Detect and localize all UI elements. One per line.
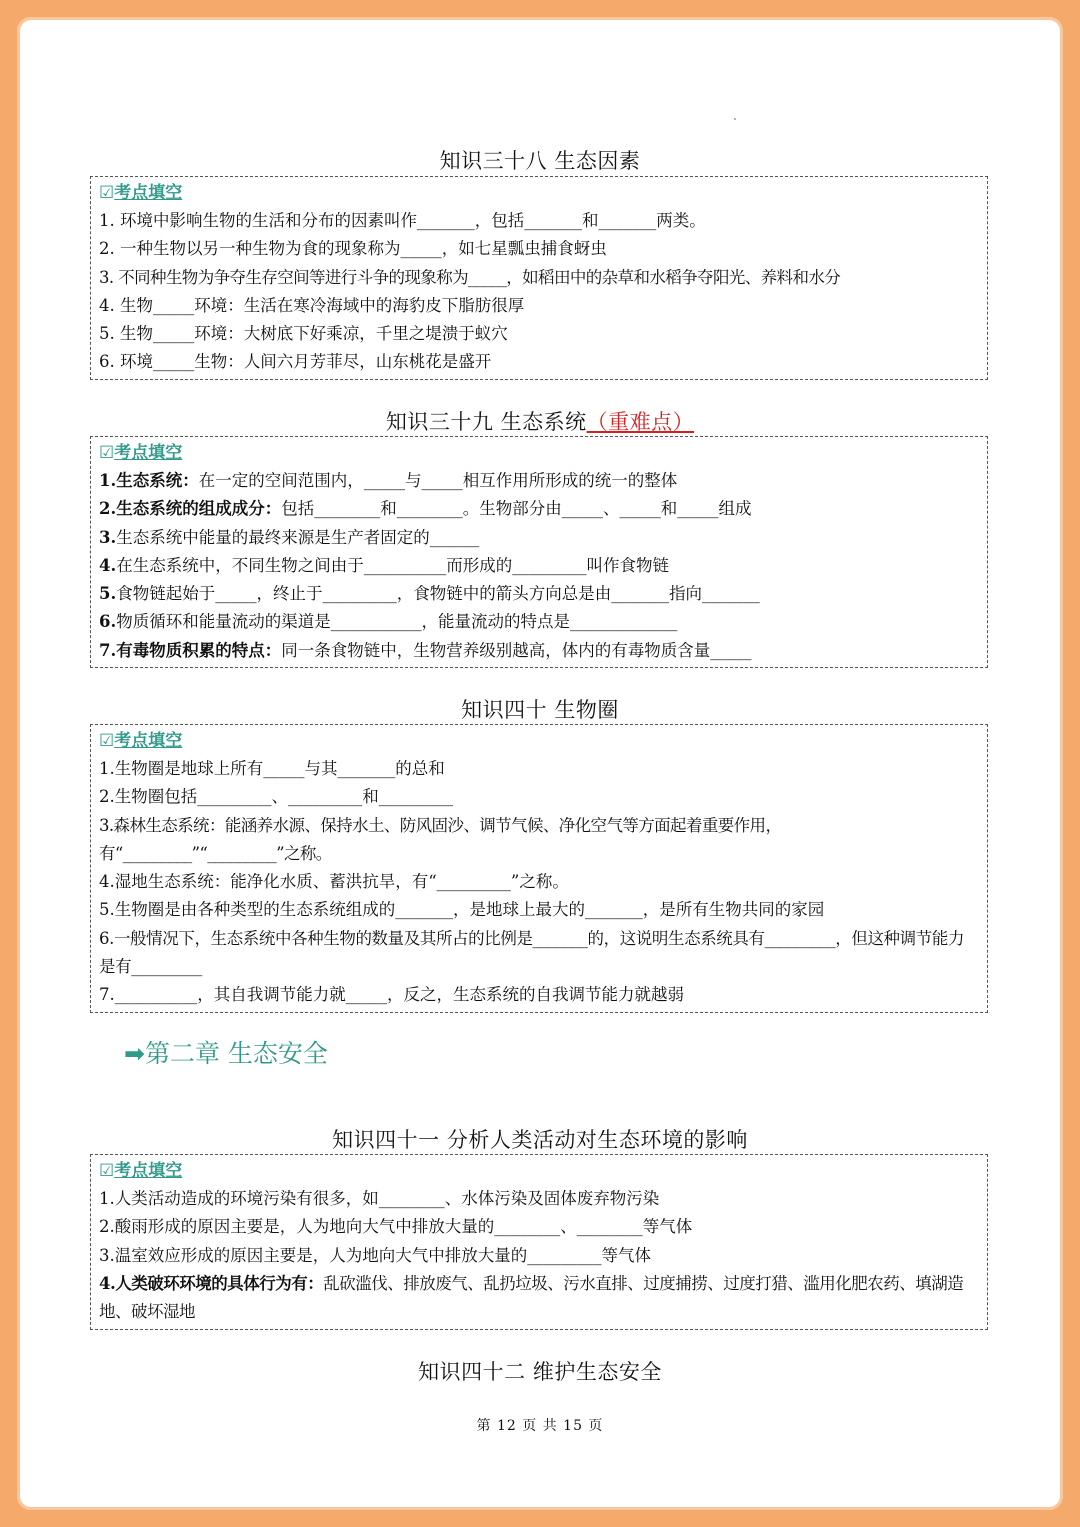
question-line: 2.生物圈包括_________、_________和_________ — [99, 787, 453, 807]
checkbox-icon: ☑ — [99, 443, 115, 463]
checkbox-icon: ☑ — [99, 731, 115, 751]
section-41-box — [90, 1154, 988, 1330]
checkbox-icon: ☑ — [99, 1161, 115, 1181]
section-38-title — [17, 148, 1063, 174]
question-line: 3.生态系统中能量的最终来源是生产者固定的______ — [99, 527, 480, 547]
question-line: 2.生态系统的组成成分：包括________和________。生物部分由_____、_____和_____组成 — [99, 499, 752, 519]
section-42-title — [17, 1359, 1063, 1385]
fill-blank-header-text: 考点填空 — [114, 1161, 183, 1181]
fill-blank-header — [99, 439, 979, 467]
fill-blank-header — [99, 1157, 979, 1185]
question-line: 1.生物圈是地球上所有_____与其_______的总和 — [99, 759, 445, 778]
question-line: 2. 一种生物以另一种生物为食的现象称为_____，如七星瓢虫捕食蚜虫 — [99, 239, 607, 259]
question-line: 7.有毒物质积累的特点：同一条食物链中，生物营养级别越高，体内的有毒物质含量_____ — [99, 640, 752, 660]
section-41-title-text: 知识四十一 分析人类活动对生态环境的影响 — [332, 1128, 748, 1152]
page — [17, 17, 1063, 1510]
fill-blank-header — [99, 727, 979, 755]
section-40-title — [17, 697, 1063, 723]
question-line: 6.一般情况下，生态系统中各种生物的数量及其所占的比例是_______的，这说明生态系统具有_________，但这种调节能力是有_________ — [99, 928, 965, 977]
section-42-title-text: 知识四十二 维护生态安全 — [418, 1360, 662, 1384]
fill-blank-header — [99, 179, 979, 207]
section-39-title — [17, 409, 1063, 435]
section-40-title-text: 知识四十 生物圈 — [461, 698, 619, 722]
question-line: 4.人类破环环境的具体行为有：乱砍滥伐、排放废气、乱扔垃圾、污水直排、过度捕捞、过度打猎、滥用化肥农药、填湖造地、破坏湿地 — [99, 1273, 964, 1322]
question-line: 1.人类活动造成的环境污染有很多，如________、水体污染及固体废弃物污染 — [99, 1189, 660, 1208]
section-39-title-text: 知识三十九 生态系统 — [385, 410, 587, 434]
question-line: 5.生物圈是由各种类型的生态系统组成的_______，是地球上最大的_______，是所有生物共同的家园 — [99, 900, 825, 920]
question-line: 6.物质循环和能量流动的渠道是___________，能量流动的特点是_____________ — [99, 612, 678, 632]
chapter-title: 第二章 生态安全 — [144, 1039, 328, 1068]
arrow-right-icon: ➡ — [124, 1039, 145, 1068]
question-line: 3.森林生态系统：能涵养水源、保持水土、防风固沙、调节气候、净化空气等方面起着重要作用，有“_________”“_________”之称。 — [99, 815, 782, 863]
question-line: 3. 不同种生物为争夺生存空间等进行斗争的现象称为_____，如稻田中的杂草和水稻争夺阳光、养料和水分 — [99, 267, 841, 287]
fill-blank-header-text: 考点填空 — [114, 183, 183, 203]
question-line: 5.食物链起始于_____，终止于_________，食物链中的箭头方向总是由_______指向_______ — [99, 584, 760, 604]
section-41-title — [17, 1127, 1063, 1153]
question-line: 1.生态系统：在一定的空间范围内，_____与_____相互作用所形成的统一的整体 — [99, 471, 678, 490]
section-38-box — [90, 176, 988, 380]
page-number-footer: 第 12 页 共 15 页 — [476, 1418, 604, 1434]
fill-blank-header-text: 考点填空 — [114, 731, 183, 751]
question-line: 4. 生物_____环境：生活在寒冷海域中的海豹皮下脂肪很厚 — [99, 295, 525, 315]
section-39-box — [90, 436, 988, 668]
question-line: 4.湿地生态系统：能净化水质、蓄洪抗旱，有“_________”之称。 — [99, 872, 569, 892]
question-line: 1. 环境中影响生物的生活和分布的因素叫作_______，包括_______和_______两类。 — [99, 211, 706, 230]
question-line: 4.在生态系统中，不同生物之间由于__________而形成的_________叫作食物链 — [99, 555, 669, 575]
fill-blank-header-text: 考点填空 — [114, 443, 183, 463]
question-line: 6. 环境_____生物：人间六月芳菲尽，山东桃花是盛开 — [99, 352, 492, 372]
question-line: 5. 生物_____环境：大树底下好乘凉，千里之堤溃于蚁穴 — [99, 324, 508, 344]
section-40-box — [90, 724, 988, 1013]
chapter-heading — [124, 1039, 328, 1069]
question-line: 3.温室效应形成的原因主要是，人为地向大气中排放大量的_________等气体 — [99, 1245, 651, 1265]
key-point-highlight: （重难点） — [586, 410, 695, 434]
question-line: 2.酸雨形成的原因主要是，人为地向大气中排放大量的________、________等气体 — [99, 1217, 693, 1237]
speck — [734, 118, 736, 120]
question-line: 7.__________，其自我调节能力就_____，反之，生态系统的自我调节能力就越弱 — [99, 985, 684, 1005]
page-content — [17, 17, 1063, 1510]
checkbox-icon: ☑ — [99, 183, 115, 203]
section-38-title-text: 知识三十八 生态因素 — [439, 149, 641, 173]
